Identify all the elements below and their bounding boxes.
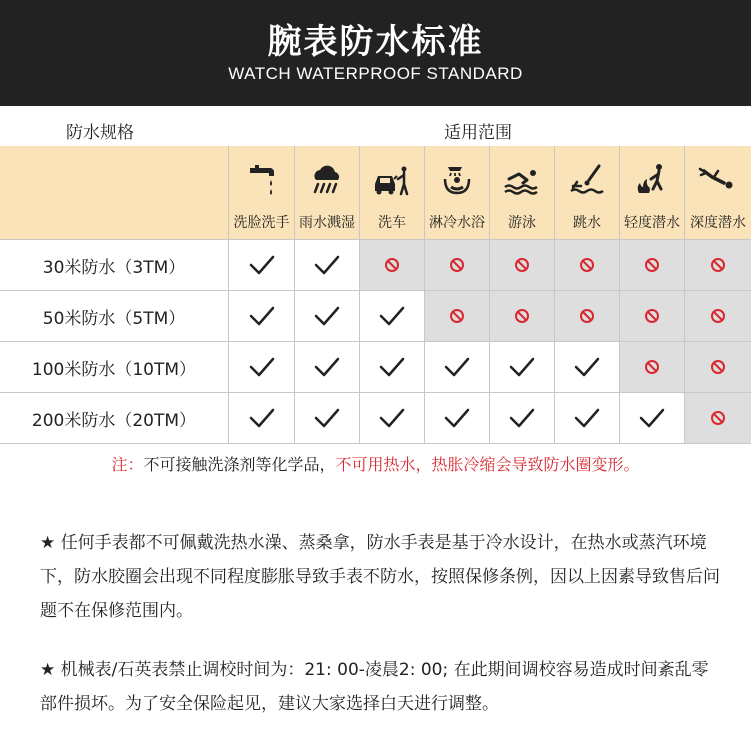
prohibited-cell [490,240,555,291]
note-middle: 不可接触洗涤剂等化学品， [143,455,336,474]
shower-icon [425,162,489,198]
table-top-labels [0,106,751,146]
prohibited-cell [555,291,620,342]
allowed-cell [295,240,360,291]
allowed-cell [425,342,490,393]
check-icon [555,342,619,392]
activity-label: 洗车 [378,215,406,231]
header-blank-cell [0,146,229,240]
check-icon [425,393,489,443]
prohibited-icon [490,291,554,341]
check-icon [295,240,359,290]
activity-column-header [360,146,425,240]
allowed-cell [295,342,360,393]
activity-label: 轻度潜水 [624,215,680,231]
swimming-icon [490,162,554,198]
check-icon [295,342,359,392]
activity-column-header [685,146,751,240]
header-banner [0,0,751,106]
activity-label: 深度潜水 [690,215,746,231]
activity-label: 淋冷水浴 [429,215,485,231]
allowed-cell [229,291,295,342]
page-title: 腕表防水标准 [267,22,484,62]
warning-note [0,452,751,475]
rating-label: 30米防水（3TM） [0,240,229,291]
prohibited-cell [685,291,751,342]
car-wash-icon [360,162,424,198]
page-subtitle: WATCH WATERPROOF STANDARD [228,64,523,83]
prohibited-icon [490,240,554,290]
activity-column-header [425,146,490,240]
allowed-cell [229,342,295,393]
allowed-cell [229,393,295,444]
deep-dive-icon [685,162,751,198]
allowed-cell [425,393,490,444]
check-icon [360,342,424,392]
prohibited-cell [620,342,685,393]
check-icon [620,393,684,443]
activity-label: 跳水 [573,215,601,231]
check-icon [360,291,424,341]
check-icon [229,342,294,392]
allowed-cell [295,291,360,342]
activity-label: 洗脸洗手 [233,215,290,231]
prohibited-icon [425,240,489,290]
prohibited-icon [685,342,751,392]
activity-column-header [555,146,620,240]
prohibited-icon [360,240,424,290]
activity-column-header [295,146,360,240]
check-icon [360,393,424,443]
activity-label: 游泳 [508,215,536,231]
activity-label: 雨水溅湿 [299,215,355,231]
activity-header-row [0,146,751,240]
allowed-cell [555,342,620,393]
check-icon [490,393,554,443]
spec-header: 防水规格 [66,123,134,143]
diving-icon [555,162,619,198]
prohibited-icon [685,240,751,290]
rating-label: 200米防水（20TM） [0,393,229,444]
allowed-cell [360,393,425,444]
prohibited-icon [685,393,751,443]
check-icon [229,240,294,290]
prohibited-icon [620,291,684,341]
allowed-cell [555,393,620,444]
table-row [0,291,751,342]
table-row [0,240,751,291]
rating-label: 50米防水（5TM） [0,291,229,342]
hot-water-warning: ★ 任何手表都不可佩戴洗热水澡、蒸桑拿，防水手表是基于冷水设计，在热水或蒸汽环境下，防水胶圈会出现不同程度膨胀导致手表不防水，按照保修条例，因以上因素导致售后问题不在保修范围内。 [40,533,720,621]
check-icon [425,342,489,392]
allowed-cell [620,393,685,444]
check-icon [229,393,294,443]
activity-column-header [490,146,555,240]
prohibited-cell [425,291,490,342]
allowed-cell [490,393,555,444]
allowed-cell [360,342,425,393]
prohibited-icon [620,342,684,392]
rating-label: 100米防水（10TM） [0,342,229,393]
prohibited-cell [685,393,751,444]
allowed-cell [295,393,360,444]
note-suffix: 不可用热水，热胀冷缩会导致防水圈变形。 [335,455,640,474]
check-icon [555,393,619,443]
prohibited-icon [685,291,751,341]
allowed-cell [490,342,555,393]
prohibited-icon [620,240,684,290]
activity-column-header [229,146,295,240]
prohibited-cell [620,240,685,291]
scope-header: 适用范围 [444,123,512,143]
check-icon [295,291,359,341]
prohibited-cell [555,240,620,291]
prohibited-cell [620,291,685,342]
prohibited-icon [555,240,619,290]
allowed-cell [229,240,295,291]
table-row [0,342,751,393]
table-row [0,393,751,444]
rain-cloud-icon [295,162,359,198]
note-prefix: 注： [111,455,144,474]
check-icon [229,291,294,341]
check-icon [295,393,359,443]
prohibited-icon [555,291,619,341]
prohibited-cell [685,342,751,393]
prohibited-icon [425,291,489,341]
allowed-cell [360,291,425,342]
faucet-icon [229,162,294,198]
prohibited-cell [360,240,425,291]
time-adjust-warning: ★ 机械表/石英表禁止调校时间为：21: 00-凌晨2: 00; 在此期间调校容易造成时间紊乱零部件损坏。为了安全保险起见，建议大家选择白天进行调整。 [40,660,709,714]
check-icon [490,342,554,392]
prohibited-cell [425,240,490,291]
shallow-dive-icon [620,162,684,198]
activity-column-header [620,146,685,240]
prohibited-cell [685,240,751,291]
prohibited-cell [490,291,555,342]
